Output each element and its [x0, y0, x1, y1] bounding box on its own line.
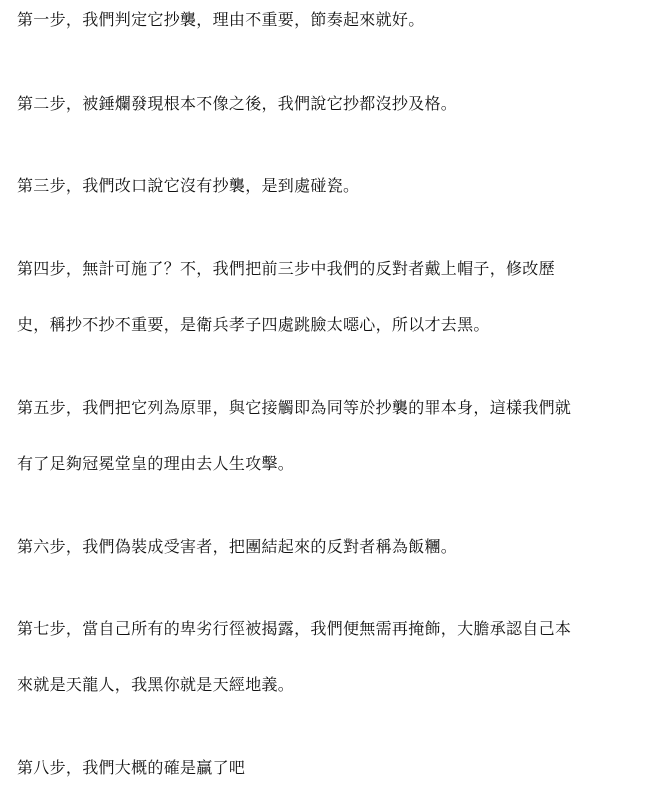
step-1-line-1: 第一步，我們判定它抄襲，理由不重要，節奏起來就好。: [17, 10, 425, 29]
step-5-line-2: 有了足夠冠冕堂皇的理由去人生攻擊。: [17, 454, 295, 473]
step-3-line-1: 第三步，我們改口說它沒有抄襲，是到處碰瓷。: [17, 176, 360, 195]
step-8-line-1: 第八步，我們大概的確是贏了吧: [17, 758, 246, 777]
step-5-line-1: 第五步，我們把它列為原罪，與它接觸即為同等於抄襲的罪本身，這樣我們就: [17, 398, 572, 417]
step-4-line-1: 第四步，無計可施了？不，我們把前三步中我們的反對者戴上帽子，修改歷: [17, 259, 555, 278]
step-2-line-1: 第二步，被錘爛發現根本不像之後，我們說它抄都沒抄及格。: [17, 94, 458, 113]
step-4-line-2: 史，稱抄不抄不重要，是衛兵孝子四處跳臉太噁心，所以才去黑。: [17, 315, 490, 334]
step-7-line-1: 第七步，當自己所有的卑劣行徑被揭露，我們便無需再掩飾，大膽承認自己本: [17, 619, 572, 638]
step-6-line-1: 第六步，我們偽裝成受害者，把團結起來的反對者稱為飯糰。: [17, 537, 458, 556]
step-7-line-2: 來就是天龍人，我黑你就是天經地義。: [17, 675, 295, 694]
